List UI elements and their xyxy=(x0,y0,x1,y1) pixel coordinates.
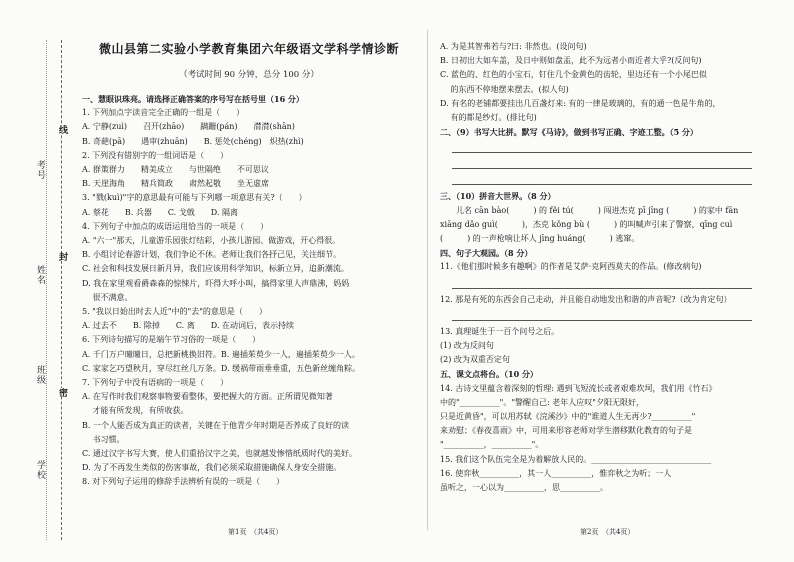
question-line: A. 在写作时我们观察事物要看整体，要把握大的方面。正所谓见微知著 xyxy=(82,392,333,402)
question-line: C. 社会和科技发展日新月异，我们应该用科学知识，标新立异，追新潮流。 xyxy=(82,264,349,274)
question-line: 13. 真理诞生于一百个问号之后。 xyxy=(440,326,560,336)
question-line: D. 我在家里观看爵森森的惊悚片，吓得大呼小叫，搞得家里人声鼎沸，妈妈 xyxy=(82,278,350,288)
question-line: A. 为是其智弗若与?曰: 非然也。(设问句) xyxy=(440,42,587,51)
column-divider xyxy=(427,30,428,530)
question-line: 2. 下列没有错别字的一组词语是（ ） xyxy=(82,150,229,160)
question-line: 11.《他们那时候多有趣啊》的作者是艾萨·克阿西莫夫的作品。(修改病句) xyxy=(440,262,702,272)
question-line: 的东西不停地摆来摆去。(拟人句) xyxy=(440,84,569,94)
name-label: 姓名 xyxy=(35,265,45,285)
answer-line[interactable] xyxy=(452,277,752,289)
answer-line[interactable] xyxy=(452,157,752,169)
question-line: 儿名 cān bào( ) 的 fěi tú( ) 闯进杰克 pī jīng ( ) 的家中 fān xyxy=(440,205,739,215)
binding-mark-secret: 密 xyxy=(57,388,67,397)
question-line: B. 小组讨论春游计划，我们争论不休。老师让我们各抒己见，关注细节。 xyxy=(82,250,341,260)
question-line: C. 通过汉字书写大赛，使人们重拾汉字之美，也就越发惨惜纸质时代的美好。 xyxy=(82,449,357,459)
question-line: xiāng dǎo guì( )，杰克 kǒng bù ( ) 的叫喊声引来了警察，qīng cuì xyxy=(440,219,733,229)
section-heading: 三、（10）拼音大世界。（8 分） xyxy=(440,191,556,202)
question-line: 1. 下列加点字读音完全正确的一组是（ ） xyxy=(82,108,245,118)
question-line: 7. 下列句子中没有语病的一项是（ ） xyxy=(82,378,229,388)
question-line: A. "六一"那天，儿童游乐园张灯结彩，小孩儿游园、做游戏，开心得很。 xyxy=(82,236,341,246)
binding-margin xyxy=(6,30,76,550)
section-heading: 二、（9）书写大比拼。默写《马诗》，做到书写正确、字迹工整。（5 分） xyxy=(440,127,698,138)
question-line: (1) 改为反问句 xyxy=(440,341,494,351)
left-column xyxy=(82,92,412,490)
answer-line[interactable] xyxy=(452,309,752,321)
question-line: ( ) 的一声枪响让坏人 jīng huáng( ) 逃窜。 xyxy=(440,234,640,244)
page-footer-right: 第2页 （共4页） xyxy=(580,528,635,536)
question-line: 8. 对下列句子运用的修辞手法辨析有误的一项是（ ） xyxy=(82,477,285,487)
right-column xyxy=(440,40,770,495)
question-line: 6. 下列诗句描写的是端午节习俗的一项是（ ） xyxy=(82,335,261,345)
section-heading: 五、课文点将台。（10 分） xyxy=(440,369,538,380)
question-line: 16. 使弈秋__________，其一人__________，惟弈秋之为听；一人 xyxy=(440,468,672,478)
question-line: 5. "我以日始出时去人近"中的"去"的意思是（ ） xyxy=(82,307,267,317)
question-line: D. 为了不再发生类似的伤害事故，我们必须采取措施确保人身安全措施。 xyxy=(82,463,342,473)
question-line: A. 蔡花 B. 兵器 C. 戈戟 D. 隔离 xyxy=(82,207,238,217)
exam-number-label: 考号 xyxy=(35,160,45,180)
question-line: B. 奇葩(pā) 遇审(zhuān) B. 惩处(chéng) 炽热(zhì) xyxy=(82,136,304,146)
question-line: 12. 那是有死的东西会自己走动，并且能自动地发出和谐的声音呢?（改为肯定句） xyxy=(440,294,732,304)
question-line: B. 天崖海角 精兵简政 肃然起敬 坐无虚席 xyxy=(82,179,269,189)
question-line: 只是近黄昏"，可以用苏轼《浣溪沙》中的"谁道人生无再少?__________" xyxy=(440,412,696,422)
question-line: C. 蓝色的、红色的小宝石，钉住几个金黄色的齿轮，里边还有一个小尾巴似 xyxy=(440,70,707,80)
question-line: 3. "戮(kuì)"字的意思最有可能与下列哪一项意思有关?（ ） xyxy=(82,193,307,203)
question-line: D. 有名的老铺都要挂出几百盏灯来: 有的一律是玻璃的，有的通一色是牛角的， xyxy=(440,98,721,108)
question-line: "__________，__________"。 xyxy=(440,440,544,450)
answer-line[interactable] xyxy=(452,141,752,153)
binding-mark-seal: 封 xyxy=(57,252,67,261)
class-label: 班级 xyxy=(35,365,45,385)
question-line: B. 一个人能否成为真正的读者，关键在于他青少年时期是否养成了良好的读 xyxy=(82,420,349,430)
question-line: 书习惯。 xyxy=(82,434,125,444)
question-line: 很不满意。 xyxy=(82,292,133,302)
binding-mark-line: 线 xyxy=(57,125,67,134)
question-line: A. 过去不 B. 除掉 C. 离 D. 在动词后，表示持续 xyxy=(82,321,294,331)
question-line: 14. 古诗文里蕴含着深刻的哲理: 遇到飞短流长或者艰难坎坷，我们用《竹石》 xyxy=(440,383,717,393)
question-line: C. 家家乞巧望秋月，穿尽红丝几万条。D. 缓祸带雨垂垂重，五色新丝缠角粽。 xyxy=(82,363,361,373)
answer-line[interactable] xyxy=(452,173,752,185)
school-label: 学校 xyxy=(35,460,45,480)
question-line: (2) 改为双重否定句 xyxy=(440,355,510,365)
question-line: 15. 我们这个队伍完全是为着解放人民的。______________________________ xyxy=(440,454,712,464)
question-line: 4. 下列句子中加点的成语运用恰当的一项是（ ） xyxy=(82,221,269,231)
section-heading: 四、句子大观园。（8 分） xyxy=(440,248,533,259)
question-line: A. 宁静(zuì) 召开(zhāo) 蹒跚(pán) 潸潸(shān) xyxy=(82,122,295,132)
question-line: B. 日初出大如车盖，及日中则如盘盂，此不为远者小而近者大乎?(反问句) xyxy=(440,56,702,66)
exam-subtitle: （考试时间 90 分钟，总分 100 分） xyxy=(179,70,319,80)
question-line: 中的"__________"。"警醒自己: 老年人应叹"夕阳无限好， xyxy=(440,397,644,407)
question-line: 来劝慰；《春夜喜雨》中，可用来形容老师对学生潜移默化教育的句子是 xyxy=(440,426,692,436)
question-line: A. 群策群力 精美成立 与世隔绝 不可思议 xyxy=(82,165,269,175)
question-line: A. 千门万户曈曈日，总把新桃换旧符。B. 遍插茱萸少一人，遍插茱萸少一人。 xyxy=(82,349,360,359)
question-line: 虽听之，一心以为__________，思__________。 xyxy=(440,483,608,493)
exam-title: 微山县第二实验小学教育集团六年级语文学科学情诊断 xyxy=(98,42,399,56)
binding-dashed-line xyxy=(61,40,62,540)
question-line: 有的都是纱灯。(排比句) xyxy=(440,113,537,123)
question-line: 才能有所发现，有所收获。 xyxy=(82,406,189,416)
question-line: 一、慧眼识珠亮。请选择正确答案的序号写在括号里（16 分） xyxy=(82,94,304,104)
page-footer-left: 第1页 （共4页） xyxy=(228,528,283,536)
